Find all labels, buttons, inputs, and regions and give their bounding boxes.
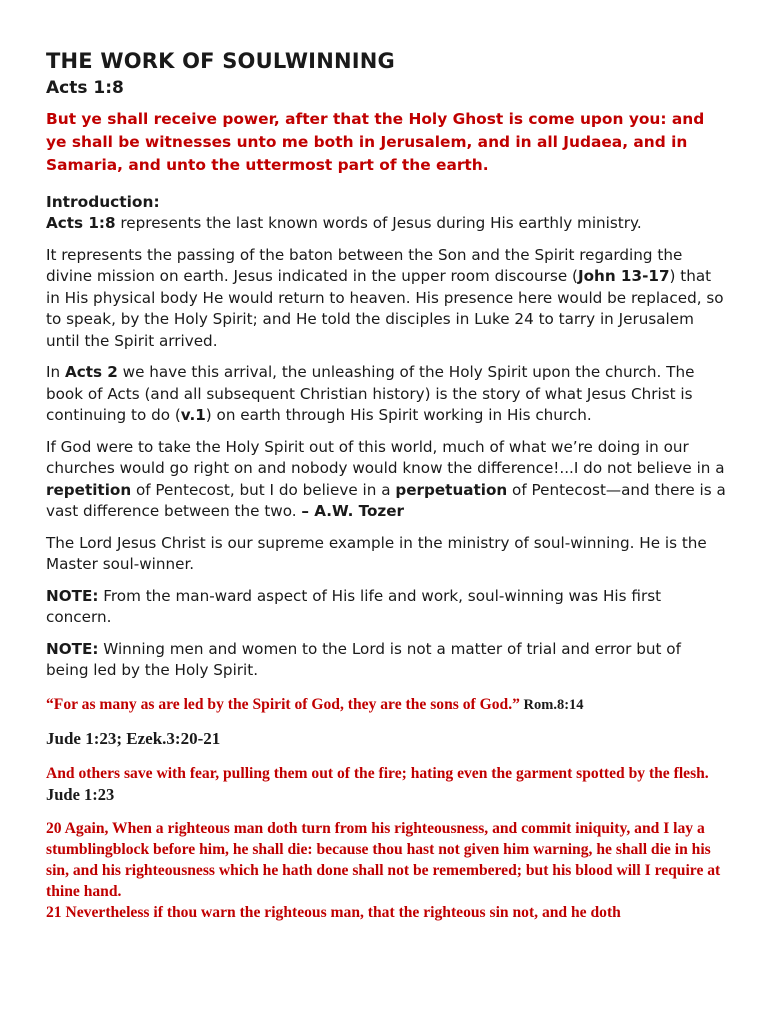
p3-ref2: v.1 — [180, 406, 206, 424]
note-label: NOTE: — [46, 586, 99, 605]
ezekiel-verse-21: 21 Nevertheless if thou warn the righteous man, that the righteous sin not, and he doth — [46, 903, 621, 921]
romans-verse-text: “For as many as are led by the Spirit of God, they are the sons of God.” — [46, 695, 520, 713]
romans-verse-ref: Rom.8:14 — [519, 696, 584, 713]
p4-text-b: of Pentecost, but I do believe in a — [131, 480, 396, 499]
jude-verse-ref: Jude 1:23 — [46, 784, 115, 804]
paragraph-master-soulwinner: The Lord Jesus Christ is our supreme example in the ministry of soul-winning. He is the Master soul-winner. — [46, 533, 707, 573]
note-text: Winning men and women to the Lord is not a matter of trial and error but of being led by the Holy Spirit. — [46, 639, 681, 679]
intro-text: represents the last known words of Jesus during His earthly ministry. — [115, 214, 642, 232]
p2-ref: John 13-17 — [577, 267, 670, 285]
note-led-by-spirit — [46, 639, 726, 682]
p4-word-perpetuation: perpetuation — [395, 480, 508, 499]
introduction-heading: Introduction: — [46, 193, 160, 211]
note-label: NOTE: — [46, 639, 99, 658]
note-first-concern — [46, 586, 726, 629]
note-text: From the man-ward aspect of His life and work, soul-winning was His first concern. — [46, 586, 662, 626]
romans-verse — [46, 694, 726, 716]
p3-text-c: ) on earth through His Spirit working in His church. — [205, 406, 592, 424]
paragraph-baton — [46, 245, 726, 353]
quote-author: – A.W. Tozer — [301, 502, 405, 520]
p3-text-b: we have this arrival, the unleashing of the Holy Spirit upon the church. The book of Acts (and all subsequent Christian history) is the story of what Jesus Christ is continuing to do ( — [46, 363, 695, 424]
document-page — [46, 48, 726, 923]
references-heading: Jude 1:23; Ezek.3:20-21 — [46, 728, 221, 748]
jude-verse-text: And others save with fear, pulling them out of the fire; hating even the garment spotted by the flesh. — [46, 764, 709, 782]
paragraph-acts2 — [46, 362, 726, 427]
p3-text-a: In — [46, 363, 65, 381]
intro-paragraph — [46, 213, 726, 235]
paragraph-tozer-quote — [46, 437, 726, 523]
page-title: THE WORK OF SOULWINNING — [46, 49, 395, 73]
scripture-reference: Acts 1:8 — [46, 78, 124, 98]
p4-word-repetition: repetition — [46, 480, 132, 499]
jude-verse — [46, 762, 726, 806]
p2-text-b: ) that in His physical body He would return to heaven. His presence here would be replaced, so to speak, by the Holy Spirit; and He told the disciples in Luke 24 to tarry in Jerusalem until the Spirit arrived. — [46, 267, 724, 350]
key-verse: But ye shall receive power, after that the Holy Ghost is come upon you: and ye shall be witnesses unto me both in Jerusalem, and in all Judaea, and in Samaria, and unto the uttermost part of the earth. — [46, 110, 705, 174]
p2-text-a: It represents the passing of the baton between the Son and the Spirit regarding the divine mission on earth. Jesus indicated in the upper room discourse ( — [46, 245, 683, 285]
p4-text-a: If God were to take the Holy Spirit out of this world, much of what we’re doing in our churches would go right on and nobody would know the difference!...I do not believe in a — [46, 437, 725, 477]
p3-ref1: Acts 2 — [64, 363, 118, 381]
ezekiel-verse-20: 20 Again, When a righteous man doth turn from his righteousness, and commit iniquity, and I lay a stumblingblock before him, he shall die: because thou hast not given him warning, he shall die in his sin, and his righteousness which he hath done shall not be remembered; but his blood will I require at thine hand. — [46, 819, 721, 900]
p4-text-c: of Pentecost—and there is a vast difference between the two. — [46, 480, 726, 520]
intro-ref: Acts 1:8 — [46, 214, 116, 232]
